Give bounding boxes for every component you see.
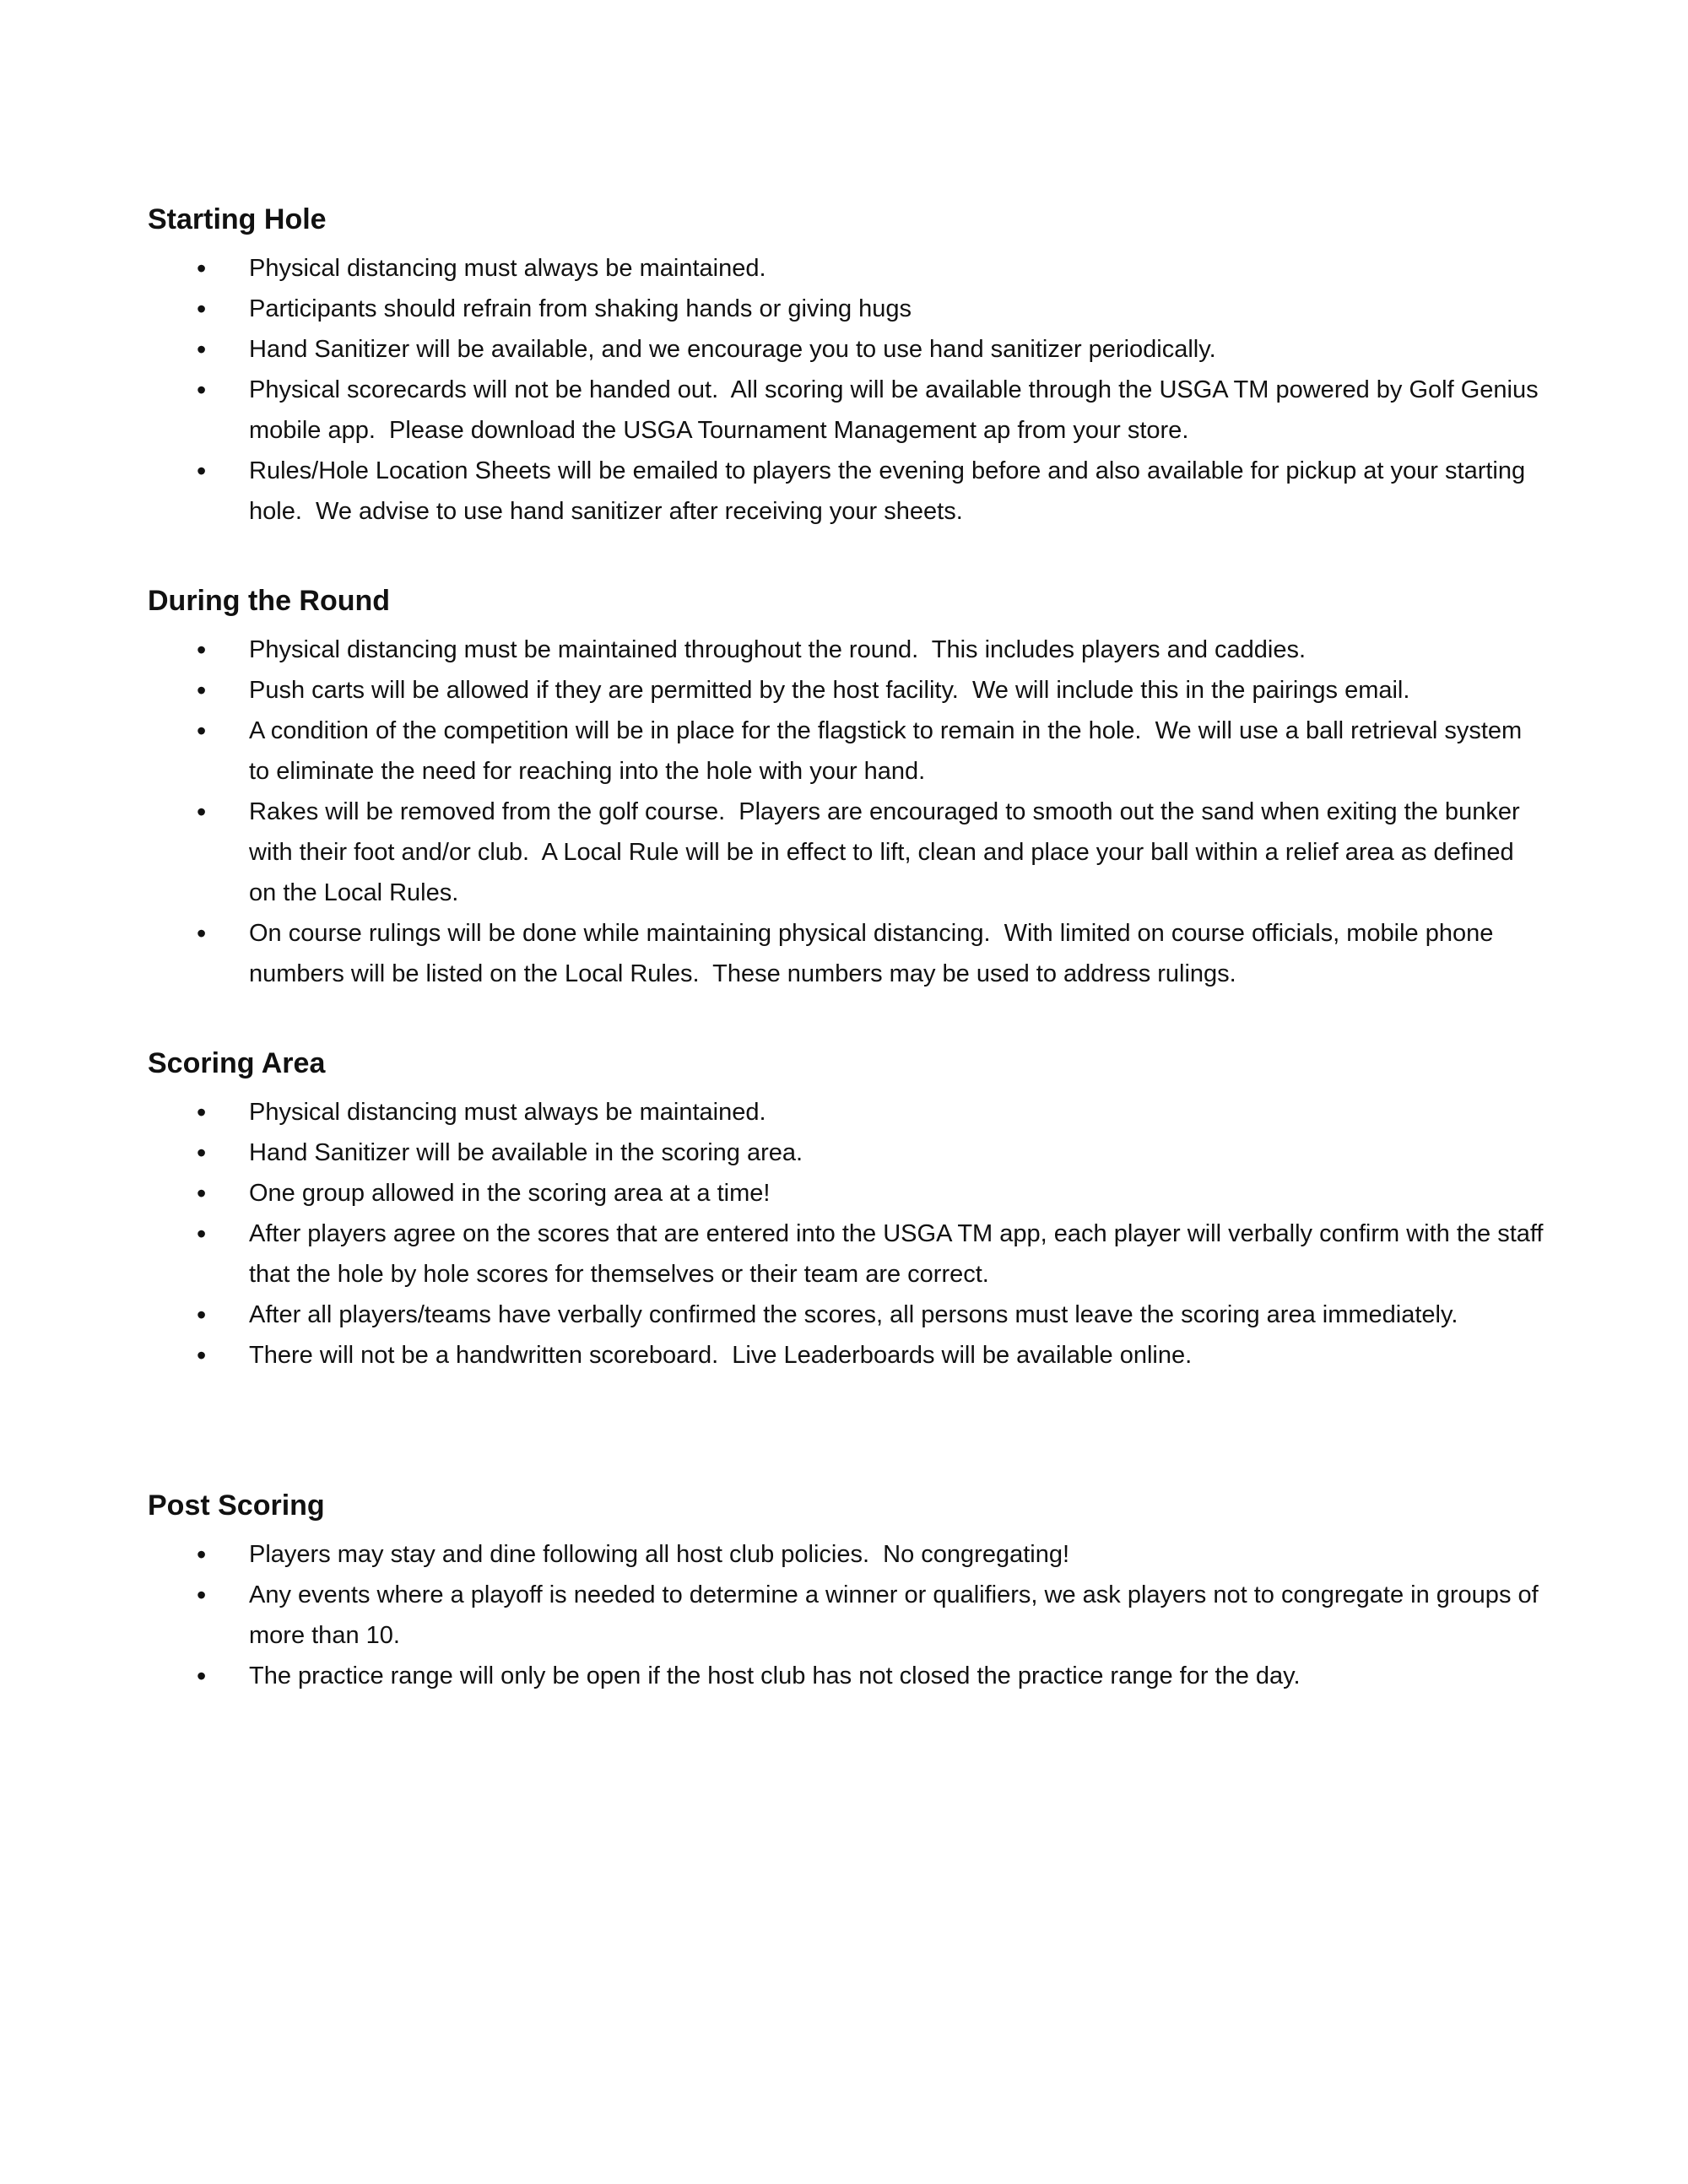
bullet-item: • Physical distancing must be maintained throughout the round. This includes players and caddies. bbox=[249, 630, 1545, 670]
bullet-item: • There will not be a handwritten scoreboard. Live Leaderboards will be available online. bbox=[249, 1335, 1545, 1376]
bullet-item: • Rules/Hole Location Sheets will be emailed to players the evening before and also available for pickup at your starting hole. We advise to use hand sanitizer after receiving your sheets. bbox=[249, 451, 1545, 532]
bullet-item: • Hand Sanitizer will be available in the scoring area. bbox=[249, 1133, 1545, 1173]
bullet-item: • Any events where a playoff is needed to determine a winner or qualifiers, we ask players not to congregate in groups of more than 10. bbox=[249, 1575, 1545, 1656]
bullet-item: • A condition of the competition will be in place for the flagstick to remain in the hole. We will use a ball retrieval system to eliminate the need for reaching into the hole with your hand. bbox=[249, 711, 1545, 792]
bullet-list bbox=[148, 1092, 1550, 1376]
document-section bbox=[148, 1045, 1550, 1376]
section-title: Scoring Area bbox=[148, 1047, 326, 1079]
bullet-item: • Physical distancing must always be maintained. bbox=[249, 1092, 1545, 1133]
document-sections bbox=[148, 201, 1550, 1696]
bullet-item: • Physical distancing must always be maintained. bbox=[249, 248, 1545, 289]
bullet-item: • One group allowed in the scoring area at a time! bbox=[249, 1173, 1545, 1214]
document-section bbox=[148, 1487, 1545, 1696]
bullet-item: • Hand Sanitizer will be available, and we encourage you to use hand sanitizer periodically. bbox=[249, 329, 1545, 370]
document-section bbox=[148, 201, 1545, 532]
section-title: Post Scoring bbox=[148, 1489, 325, 1522]
bullet-item: • Players may stay and dine following all host club policies. No congregating! bbox=[249, 1534, 1545, 1575]
bullet-list bbox=[148, 1534, 1545, 1696]
bullet-item: • After all players/teams have verbally confirmed the scores, all persons must leave the scoring area immediately. bbox=[249, 1295, 1545, 1335]
section-title: During the Round bbox=[148, 585, 391, 617]
section-title: Starting Hole bbox=[148, 203, 327, 235]
bullet-list bbox=[148, 248, 1545, 532]
bullet-item: • Push carts will be allowed if they are permitted by the host facility. We will include this in the pairings email. bbox=[249, 670, 1545, 711]
bullet-item: • On course rulings will be done while maintaining physical distancing. With limited on course officials, mobile phone numbers will be listed on the Local Rules. These numbers may be used to address rulings. bbox=[249, 913, 1545, 994]
document-section bbox=[148, 582, 1545, 994]
bullet-item: • Participants should refrain from shaking hands or giving hugs bbox=[249, 289, 1545, 329]
bullet-item: • After players agree on the scores that are entered into the USGA TM app, each player will verbally confirm with the staff that the hole by hole scores for themselves or their team are correct. bbox=[249, 1214, 1545, 1295]
bullet-list bbox=[148, 630, 1545, 994]
bullet-item: • The practice range will only be open if the host club has not closed the practice range for the day. bbox=[249, 1656, 1545, 1696]
bullet-item: • Rakes will be removed from the golf course. Players are encouraged to smooth out the sand when exiting the bunker with their foot and/or club. A Local Rule will be in effect to lift, clean and place your ball within a relief area as defined on the Local Rules. bbox=[249, 792, 1545, 913]
bullet-item: • Physical scorecards will not be handed out. All scoring will be available through the USGA TM powered by Golf Genius mobile app. Please download the USGA Tournament Management ap from your store. bbox=[249, 370, 1545, 451]
